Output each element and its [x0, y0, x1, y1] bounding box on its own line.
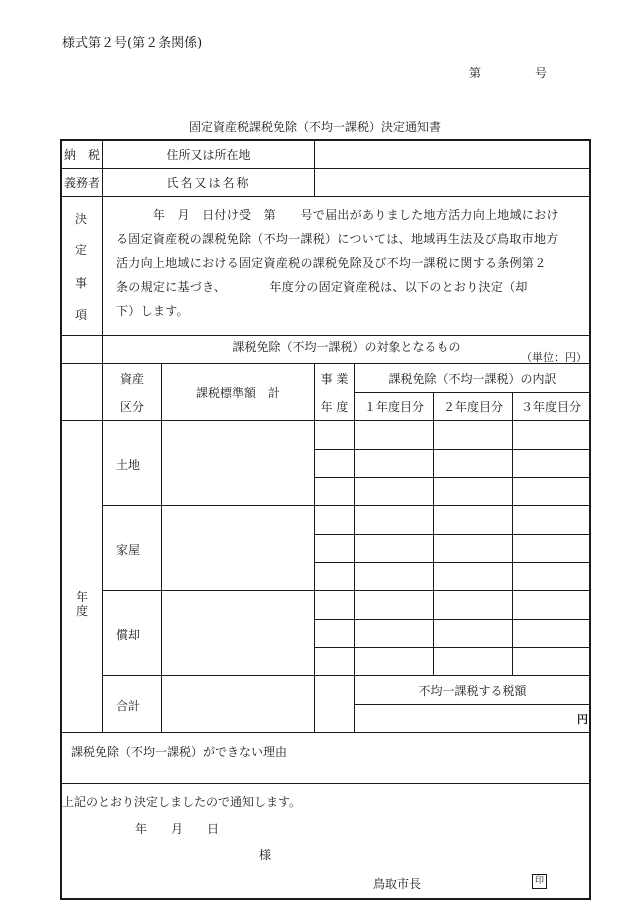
- decision-line: 活力向上地域における固定資産税の課税免除及び不均一課税に関する条例第２: [116, 256, 547, 270]
- addressee-suffix: 様: [259, 848, 272, 862]
- form-number-label: 様式第２号(第２条関係): [62, 36, 203, 51]
- document-title: 固定資産税課税免除（不均一課税）決定通知書: [188, 120, 441, 134]
- taxpayer-label-line1: 納 税: [63, 147, 100, 162]
- seal-icon: 印: [532, 874, 547, 889]
- number-prefix: 第: [469, 66, 482, 80]
- decision-label-char-2: 定: [74, 243, 87, 257]
- tax-base-header: 課税標準額 計: [195, 385, 280, 400]
- row-label-total: 合計: [116, 699, 141, 713]
- row-label-depreciable: 償却: [116, 628, 141, 642]
- notice-date: 年 月 日: [135, 822, 220, 836]
- decision-text: [116, 203, 586, 323]
- row-label-house: 家屋: [116, 543, 141, 557]
- row-label-land: 土地: [116, 458, 141, 472]
- year-label-char-1: 年: [75, 590, 88, 604]
- uneven-tax-label: 不均一課税する税額: [418, 683, 527, 698]
- decision-label-char-3: 事: [74, 276, 87, 290]
- yen-label: 円: [577, 713, 588, 726]
- notice-text: 上記のとおり決定しましたので通知します。: [62, 795, 302, 809]
- unit-label: （単位：円）: [521, 351, 587, 364]
- year1-header: １年度目分: [363, 400, 424, 414]
- address-label: 住所又は所在地: [166, 147, 251, 162]
- asset-class-header-2: 区分: [119, 399, 144, 414]
- decision-line: 年 月 日付け受 第 号で届出がありました地方活力向上地域におけ: [116, 208, 559, 222]
- name-field[interactable]: [316, 170, 588, 194]
- year2-header: ２年度目分: [442, 400, 503, 414]
- frame-right: [589, 139, 591, 900]
- frame-bottom: [60, 898, 591, 900]
- business-year-header-1: 事 業: [320, 371, 349, 386]
- business-year-header-2: 年 度: [320, 399, 349, 414]
- decision-label-char-1: 決: [74, 212, 87, 226]
- decision-label-char-4: 項: [74, 308, 87, 322]
- breakdown-header: 課税免除（不均一課税）の内訳: [388, 371, 557, 386]
- asset-class-header-1: 資産: [119, 371, 144, 386]
- address-field[interactable]: [316, 142, 588, 166]
- decision-line: 下）します。: [116, 304, 189, 318]
- reason-label: 課税免除（不均一課税）ができない理由: [71, 745, 288, 759]
- decision-line: 条の規定に基づき、 年度分の固定資産税は、以下のとおり決定（却: [116, 280, 528, 294]
- number-suffix: 号: [535, 66, 548, 80]
- name-label: 氏名又は名称: [166, 176, 251, 190]
- year-label-char-2: 度: [75, 604, 88, 618]
- mayor-label: 鳥取市長: [373, 877, 422, 891]
- year3-header: ３年度目分: [520, 400, 581, 414]
- decision-line: る固定資産税の課税免除（不均一課税）については、地域再生法及び鳥取市地方: [116, 232, 559, 246]
- year-row-label: [62, 590, 102, 618]
- taxpayer-label-line2: 義務者: [63, 176, 100, 190]
- section-title: 課税免除（不均一課税）の対象となるもの: [232, 340, 461, 354]
